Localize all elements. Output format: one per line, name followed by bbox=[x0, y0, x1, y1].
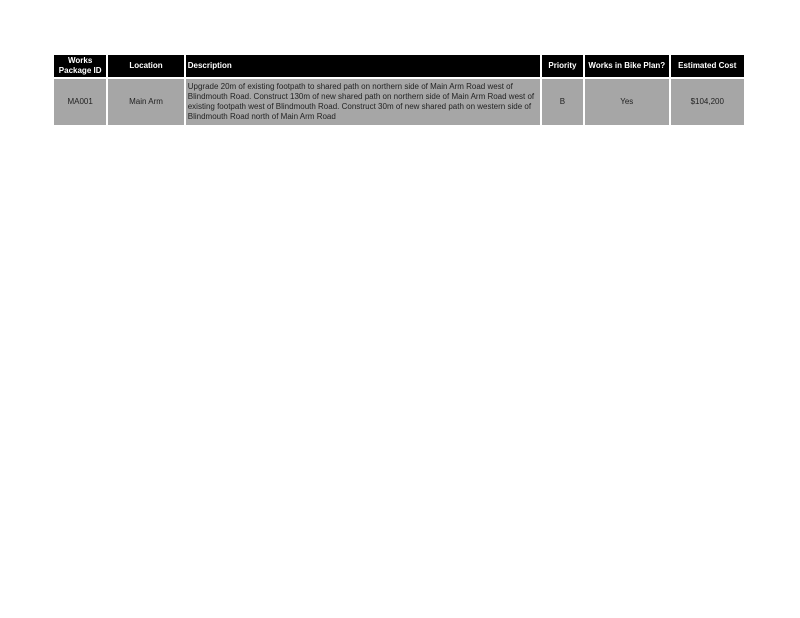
works-package-table bbox=[52, 55, 746, 125]
table-header-row bbox=[54, 55, 744, 77]
header-priority: Priority bbox=[542, 55, 583, 77]
cell-works-package-id: MA001 bbox=[54, 77, 106, 125]
table-row bbox=[54, 77, 744, 125]
cell-estimated-cost: $104,200 bbox=[671, 77, 744, 125]
header-works-in-bike-plan: Works in Bike Plan? bbox=[585, 55, 668, 77]
header-description: Description bbox=[186, 55, 540, 77]
cell-priority: B bbox=[542, 77, 583, 125]
header-works-package-id: Works Package ID bbox=[54, 55, 106, 77]
header-location: Location bbox=[108, 55, 183, 77]
cell-works-in-bike-plan: Yes bbox=[585, 77, 668, 125]
cell-description: Upgrade 20m of existing footpath to shared path on northern side of Main Arm Road west of Blindmouth Road. Construct 130m of new shared path on northern side of Main Arm Road west of existing footpath west of Blindmouth Road. Construct 30m of new shared path on western side of Blindmouth Road north of Main Arm Road bbox=[186, 77, 540, 125]
header-estimated-cost: Estimated Cost bbox=[671, 55, 744, 77]
cell-location: Main Arm bbox=[108, 77, 183, 125]
